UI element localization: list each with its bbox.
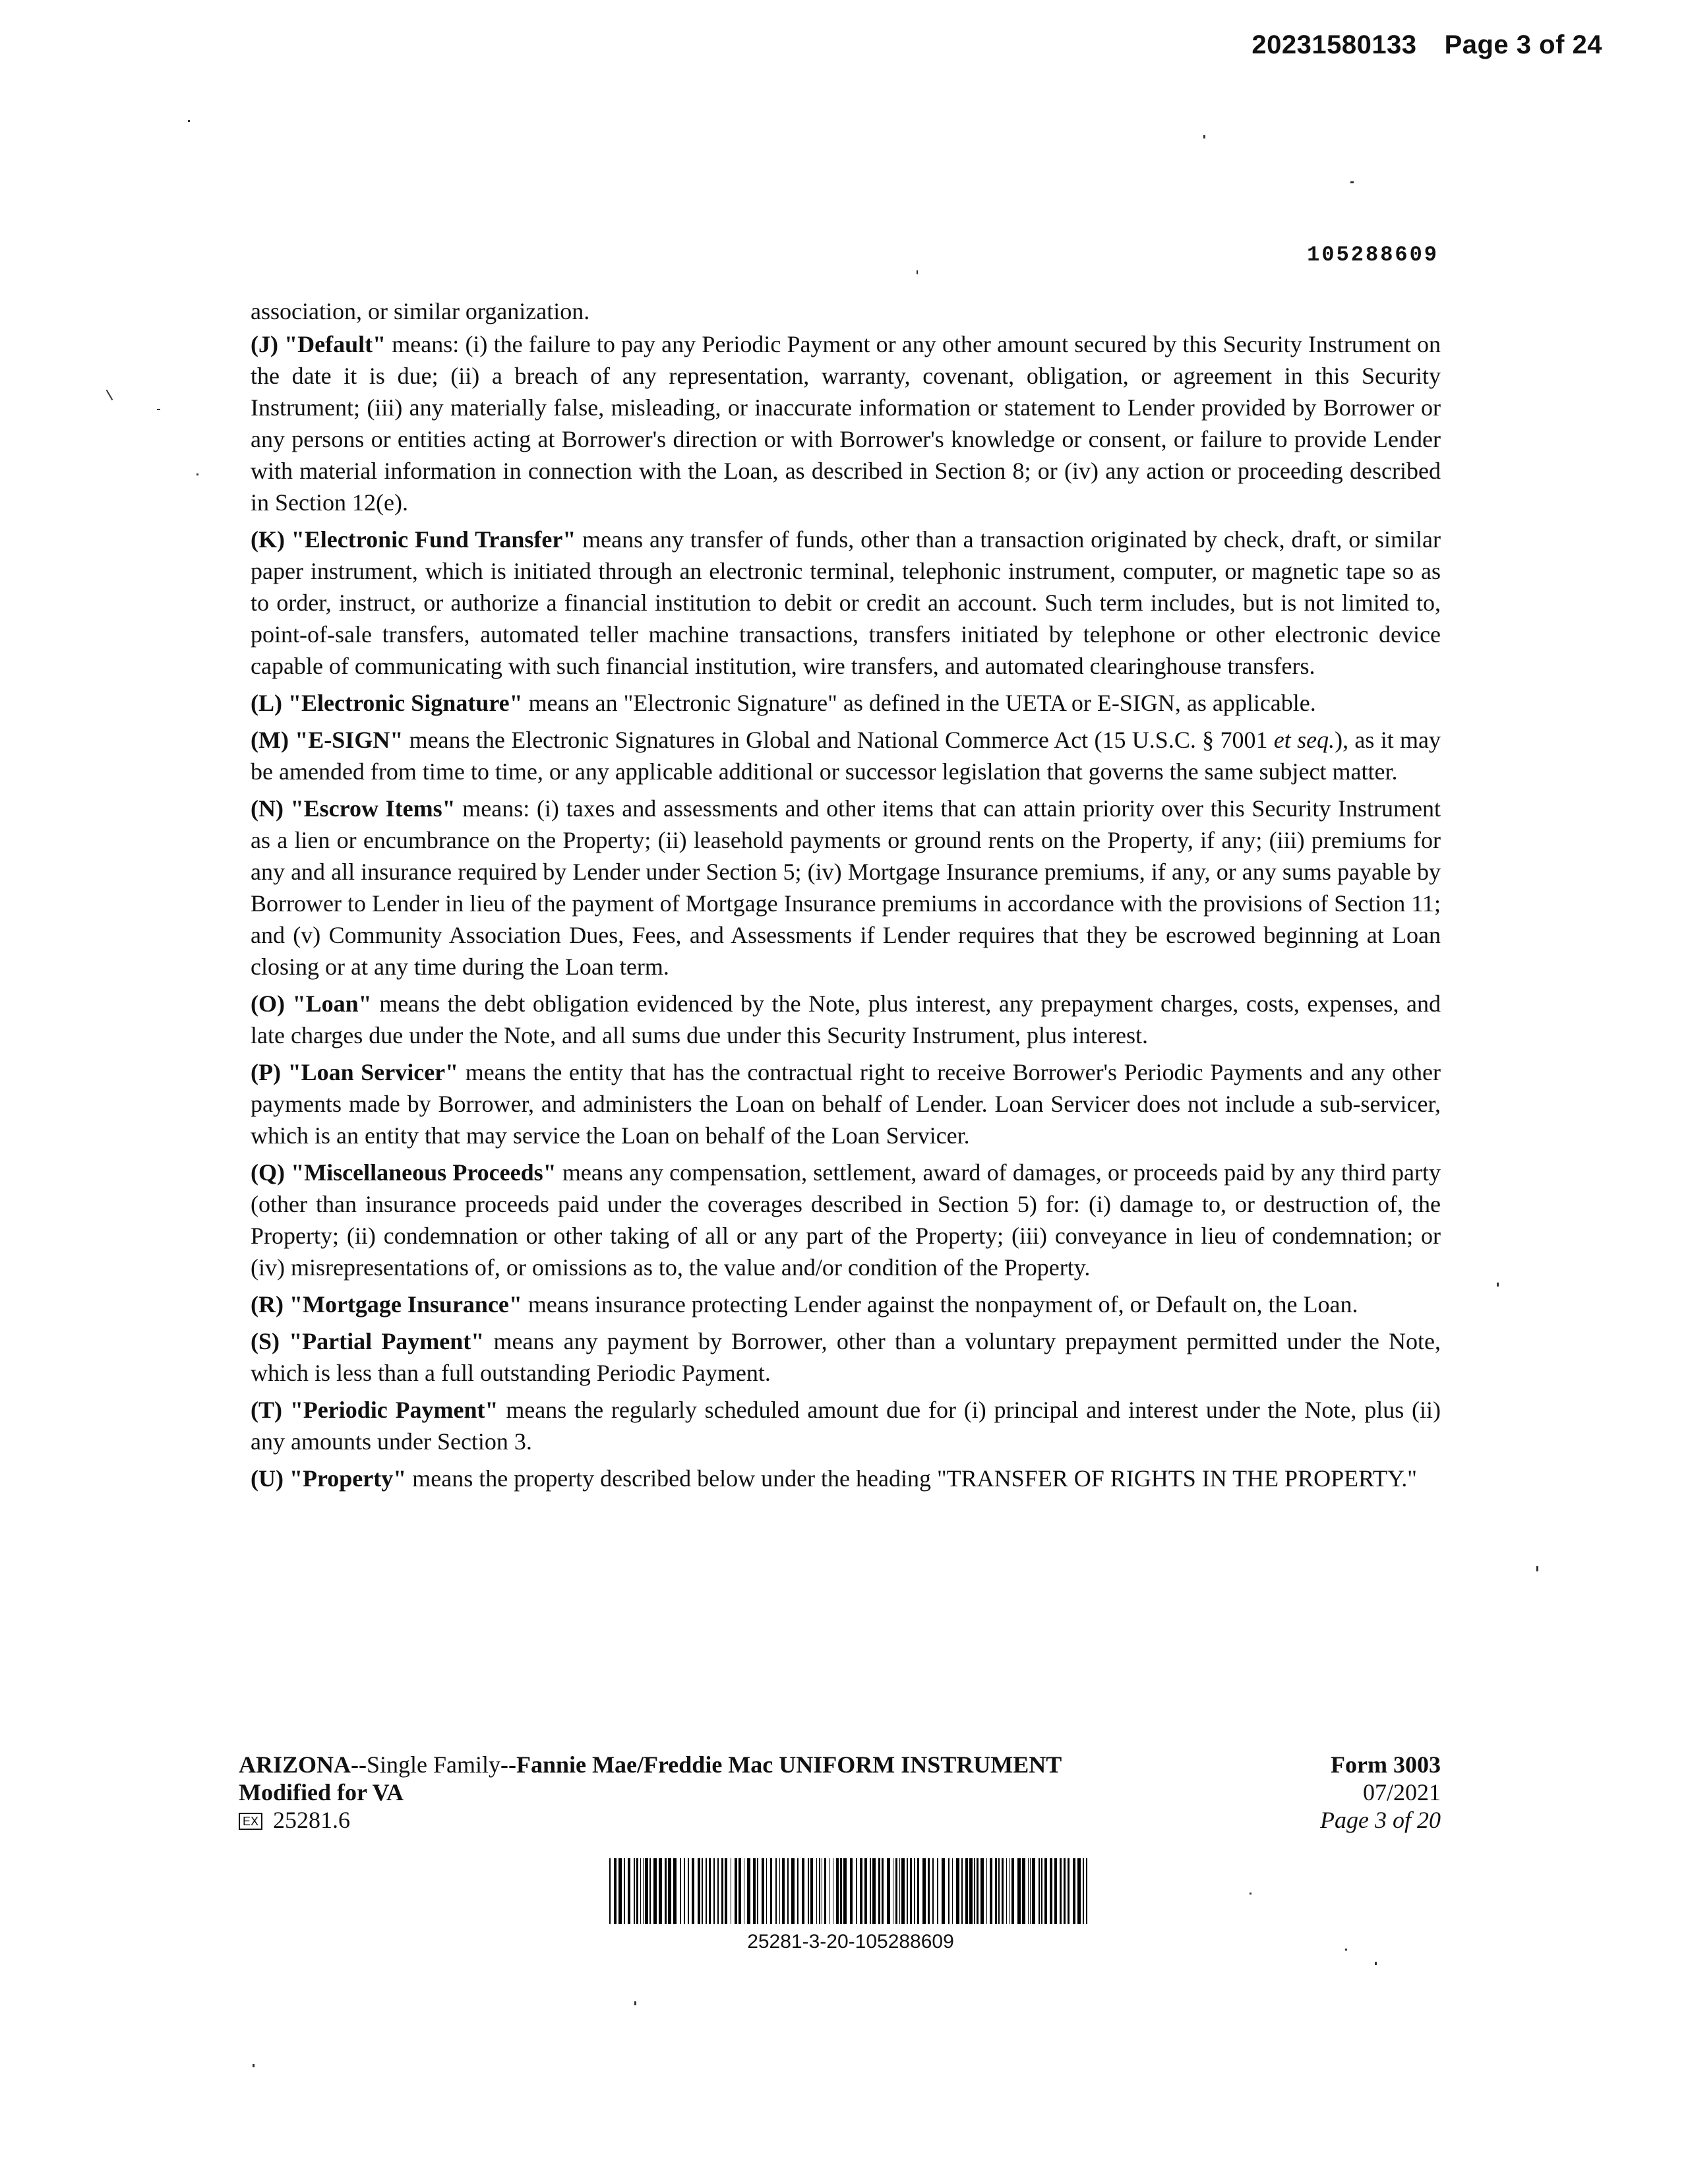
barcode-bar — [910, 1858, 912, 1924]
barcode-bar — [836, 1858, 839, 1924]
barcode-bar — [914, 1858, 915, 1924]
footer-right — [1320, 1751, 1441, 1834]
definition-paragraph — [251, 1463, 1441, 1494]
form-number: Form 3003 — [1331, 1751, 1441, 1778]
definition-paragraph — [251, 1394, 1441, 1457]
barcode-text: 25281-3-20-105288609 — [747, 1931, 954, 1953]
recording-number: 20231580133 — [1251, 30, 1417, 59]
barcode-bar — [709, 1858, 711, 1924]
definition-term: "Electronic Signature" — [288, 690, 523, 716]
barcode-bar — [1039, 1858, 1040, 1924]
barcode-bar — [948, 1858, 950, 1924]
scan-speck — [1203, 135, 1205, 138]
barcode-bar — [1050, 1858, 1052, 1924]
barcode-bar — [901, 1858, 905, 1924]
definition-italic: et seq. — [1273, 727, 1335, 753]
barcode-bar — [766, 1858, 767, 1924]
definition-label: (P) — [251, 1059, 281, 1085]
definition-text: means the Electronic Signatures in Global and National Commerce Act (15 U.S.C. § 7001 — [403, 727, 1274, 753]
footer-family: Single Family — [367, 1751, 501, 1778]
scan-speck — [1345, 1949, 1347, 1951]
definition-term: "Miscellaneous Proceeds" — [291, 1159, 557, 1186]
barcode — [607, 1858, 1095, 1964]
barcode-bar — [1077, 1858, 1081, 1924]
barcode-bar — [998, 1858, 1000, 1924]
barcode-bar — [942, 1858, 945, 1924]
barcode-bar — [1028, 1858, 1029, 1924]
definition-paragraph — [251, 328, 1441, 518]
definition-term: "Default" — [284, 331, 386, 357]
barcode-bar — [895, 1858, 897, 1924]
barcode-bar — [725, 1858, 727, 1924]
scan-speck — [1536, 1566, 1538, 1571]
barcode-bar — [684, 1858, 685, 1924]
barcode-bar — [802, 1858, 804, 1924]
barcode-bar — [1009, 1858, 1010, 1924]
barcode-bar — [870, 1858, 871, 1924]
barcode-bar — [952, 1858, 953, 1924]
barcode-bar — [932, 1858, 934, 1924]
scan-speck — [1375, 1962, 1377, 1965]
definition-term: "Periodic Payment" — [289, 1397, 498, 1423]
definition-label: (T) — [251, 1397, 282, 1423]
definition-text: means insurance protecting Lender against the nonpayment of, or Default on, the Loan. — [522, 1291, 1358, 1318]
barcode-bar — [816, 1858, 817, 1924]
definition-term: "Escrow Items" — [290, 795, 456, 822]
barcode-bar — [692, 1858, 694, 1924]
barcode-bar — [673, 1858, 677, 1924]
document-number: 105288609 — [1307, 243, 1439, 267]
definition-paragraph — [251, 1157, 1441, 1283]
barcode-bar — [937, 1858, 938, 1924]
barcode-bar — [791, 1858, 795, 1924]
barcode-bar — [738, 1858, 741, 1924]
definition-text: means the property described below under the heading "TRANSFER OF RIGHTS IN THE PROPERTY." — [406, 1465, 1417, 1492]
barcode-bar — [762, 1858, 764, 1924]
definition-label: (M) — [251, 727, 289, 753]
barcode-bar — [969, 1858, 973, 1924]
barcode-bar — [782, 1858, 785, 1924]
definition-term: "Partial Payment" — [289, 1328, 485, 1354]
recording-page-count: Page 3 of 24 — [1444, 30, 1602, 59]
barcode-bar — [850, 1858, 853, 1924]
form-date: 07/2021 — [1362, 1779, 1441, 1805]
barcode-bar — [1060, 1858, 1062, 1924]
definition-text: means any transfer of funds, other than a transaction originated by check, draft, or similar paper instrument, which is initiated through an electronic terminal, telephonic instrument, computer, or magnetic tape so as to order, instruct, or authorize a financial institution to debit or credit an account. Such term includes, but is not limited to, point-of-sale transfers, automated teller machine transactions, transfers initiated by telephone or other electronic device capable of communicating with such financial institution, wire transfers, and automated clearinghouse transfers. — [251, 526, 1441, 679]
definition-paragraph — [251, 687, 1441, 719]
barcode-bar — [808, 1858, 809, 1924]
definition-term: "Loan" — [292, 990, 372, 1017]
barcode-bar — [980, 1858, 984, 1924]
barcode-bar — [713, 1858, 715, 1924]
scan-speck — [157, 409, 160, 410]
barcode-bar — [735, 1858, 737, 1924]
definition-text: means: (i) taxes and assessments and other items that can attain priority over this Security Instrument as a lien or encumbrance on the Property; (ii) leasehold payments or ground rents on the Property, if any; (iii) premiums for any and all insurance required by Lender under Section 5; (iv) Mortgage Insurance premiums, if any, or any sums payable by Borrower to Lender in lieu of the payment of Mortgage Insurance premiums in accordance with the provisions of Section 11; and (v) Community Association Dues, Fees, and Assessments if Lender requires that they be escrowed beginning at Loan closing or at any time during the Loan term. — [251, 795, 1441, 980]
scan-speck — [196, 473, 198, 475]
barcode-bar — [706, 1858, 707, 1924]
barcode-bar — [779, 1858, 780, 1924]
barcode-bar — [609, 1858, 611, 1924]
definition-label: (S) — [251, 1328, 280, 1354]
barcode-bar — [1011, 1858, 1014, 1924]
barcode-bars — [607, 1858, 1095, 1924]
barcode-bar — [747, 1858, 750, 1924]
barcode-bar — [864, 1858, 867, 1924]
barcode-bar — [810, 1858, 813, 1924]
barcode-bar — [956, 1858, 959, 1924]
definition-label: (Q) — [251, 1159, 285, 1186]
definition-term: "Electronic Fund Transfer" — [291, 526, 576, 553]
scan-speck — [106, 390, 113, 401]
barcode-bar — [624, 1858, 625, 1924]
barcode-bar — [668, 1858, 671, 1924]
barcode-bar — [643, 1858, 644, 1924]
intro-fragment: association, or similar organization. — [251, 298, 590, 324]
footer-separator-1: -- — [351, 1751, 367, 1778]
barcode-bar — [753, 1858, 756, 1924]
definition-paragraph — [251, 988, 1441, 1051]
barcode-bar — [717, 1858, 719, 1924]
definitions-body — [251, 295, 1441, 1500]
definitions-list — [251, 328, 1441, 1494]
definition-text: means any compensation, settlement, award of damages, or proceeds paid by any third party (other than insurance proceeds paid under the coverages described in Section 5) for: (i) damage to, or destruction of, the Property; (ii) condemnation or other taking of all or any part of the Property; (iii) conveyance in lieu of condemnation; or (iv) misrepresentations of, or omissions as to, the value and/or condition of the Property. — [251, 1159, 1441, 1281]
barcode-bar — [860, 1858, 862, 1924]
scan-speck — [634, 2001, 636, 2005]
barcode-bar — [659, 1858, 662, 1924]
barcode-bar — [917, 1858, 919, 1924]
barcode-bar — [986, 1858, 987, 1924]
definition-label: (O) — [251, 990, 285, 1017]
definition-label: (J) — [251, 331, 278, 357]
definition-text: means any payment by Borrower, other than a voluntary prepayment permitted under the Note, which is less than a full outstanding Periodic Payment. — [251, 1328, 1441, 1386]
definition-term: "Mortgage Insurance" — [289, 1291, 522, 1318]
definition-paragraph — [251, 1289, 1441, 1320]
barcode-bar — [887, 1858, 890, 1924]
footer-state: ARIZONA — [239, 1751, 351, 1778]
barcode-bar — [665, 1858, 667, 1924]
barcode-bar — [1064, 1858, 1066, 1924]
barcode-bar — [1073, 1858, 1075, 1924]
barcode-bar — [843, 1858, 847, 1924]
barcode-bar — [797, 1858, 799, 1924]
definition-term: "Property" — [289, 1465, 407, 1492]
barcode-bar — [1083, 1858, 1084, 1924]
barcode-bar — [928, 1858, 930, 1924]
scan-speck — [1250, 1893, 1251, 1895]
footer-instrument: Fannie Mae/Freddie Mac UNIFORM INSTRUMENT — [516, 1751, 1062, 1778]
barcode-bar — [1044, 1858, 1047, 1924]
barcode-bar — [645, 1858, 648, 1924]
footer-form-code: 25281.6 — [273, 1807, 351, 1833]
barcode-bar — [824, 1858, 826, 1924]
barcode-bar — [653, 1858, 657, 1924]
barcode-bar — [787, 1858, 789, 1924]
barcode-bar — [698, 1858, 700, 1924]
barcode-bar — [878, 1858, 880, 1924]
definition-text: means: (i) the failure to pay any Periodic Payment or any other amount secured by this Security Instrument on the date it is due; (ii) a breach of any representation, warranty, covenant, obligation, or agreement in this Security Instrument; (iii) any materially false, misleading, or inaccurate information or statement to Lender provided by Borrower or any persons or entities acting at Borrower's direction or with Borrower's knowledge or consent, or failure to provide Lender with material information in connection with the Loan, as described in Section 8; or (iv) any action or proceeding described in Section 12(e). — [251, 331, 1441, 516]
definition-term: "E-SIGN" — [295, 727, 404, 753]
definition-paragraph — [251, 1325, 1441, 1389]
barcode-bar — [688, 1858, 689, 1924]
barcode-bar — [856, 1858, 857, 1924]
barcode-bar — [1006, 1858, 1007, 1924]
definition-paragraph — [251, 724, 1441, 787]
barcode-bar — [614, 1858, 617, 1924]
barcode-bar — [965, 1858, 968, 1924]
barcode-bar — [640, 1858, 641, 1924]
footer-left — [239, 1751, 1062, 1834]
definition-label: (L) — [251, 690, 282, 716]
barcode-bar — [1068, 1858, 1070, 1924]
definition-label: (U) — [251, 1465, 284, 1492]
barcode-bar — [636, 1858, 638, 1924]
barcode-bar — [649, 1858, 651, 1924]
barcode-bar — [628, 1858, 630, 1924]
definition-paragraph — [251, 524, 1441, 682]
barcode-bar — [721, 1858, 723, 1924]
barcode-bar — [770, 1858, 772, 1924]
barcode-bar — [618, 1858, 622, 1924]
barcode-bar — [680, 1858, 681, 1924]
barcode-bar — [922, 1858, 926, 1924]
scan-speck — [1350, 181, 1354, 183]
barcode-bar — [1030, 1858, 1031, 1924]
definition-text: means the entity that has the contractual right to receive Borrower's Periodic Payments and any other payments made by Borrower, and administers the Loan on behalf of Lender. Loan Servicer does not include a sub-servicer, which is an entity that may service the Loan on behalf of the Loan Servicer. — [251, 1059, 1441, 1149]
definition-term: "Loan Servicer" — [287, 1059, 459, 1085]
scan-speck — [253, 2064, 255, 2067]
barcode-bar — [882, 1858, 884, 1924]
definition-label: (R) — [251, 1291, 284, 1318]
definition-text-continued: ), as it may be amended from time to time, or any applicable additional or successor legislation that governs the same subject matter. — [251, 727, 1441, 785]
definition-text: means the debt obligation evidenced by the Note, plus interest, any prepayment charges, costs, expenses, and late charges due under the Note, and all sums due under this Security Instrument, plus interest. — [251, 990, 1441, 1048]
barcode-bar — [775, 1858, 777, 1924]
definition-text: means an "Electronic Signature" as defined in the UETA or E-SIGN, as applicable. — [522, 690, 1316, 716]
barcode-bar — [1086, 1858, 1087, 1924]
barcode-bar — [1002, 1858, 1004, 1924]
recording-header — [1251, 30, 1602, 60]
scan-speck — [917, 270, 918, 274]
footer-separator-2: -- — [500, 1751, 516, 1778]
definition-paragraph — [251, 793, 1441, 983]
scan-speck — [188, 120, 190, 122]
barcode-bar — [899, 1858, 900, 1924]
barcode-bar — [961, 1858, 963, 1924]
barcode-bar — [1041, 1858, 1042, 1924]
barcode-bar — [974, 1858, 975, 1924]
definition-paragraph — [251, 1056, 1441, 1151]
barcode-bar — [819, 1858, 820, 1924]
barcode-bar — [757, 1858, 758, 1924]
barcode-bar — [702, 1858, 703, 1924]
barcode-bar — [995, 1858, 997, 1924]
barcode-bar — [1032, 1858, 1035, 1924]
barcode-bar — [840, 1858, 842, 1924]
barcode-bar — [1022, 1858, 1025, 1924]
page-of: Page 3 of 20 — [1320, 1807, 1441, 1833]
footer-modified: Modified for VA — [239, 1779, 404, 1805]
barcode-bar — [634, 1858, 635, 1924]
scan-speck — [1497, 1283, 1499, 1287]
barcode-bar — [977, 1858, 979, 1924]
barcode-bar — [1054, 1858, 1057, 1924]
definition-text: means the regularly scheduled amount due for (i) principal and interest under the Note, plus (ii) any amounts under Section 3. — [251, 1397, 1441, 1455]
barcode-bar — [990, 1858, 992, 1924]
definition-label: (N) — [251, 795, 284, 822]
barcode-bar — [907, 1858, 908, 1924]
definition-label: (K) — [251, 526, 285, 553]
barcode-bar — [872, 1858, 876, 1924]
ex-icon: EX — [239, 1813, 262, 1830]
barcode-bar — [1017, 1858, 1021, 1924]
